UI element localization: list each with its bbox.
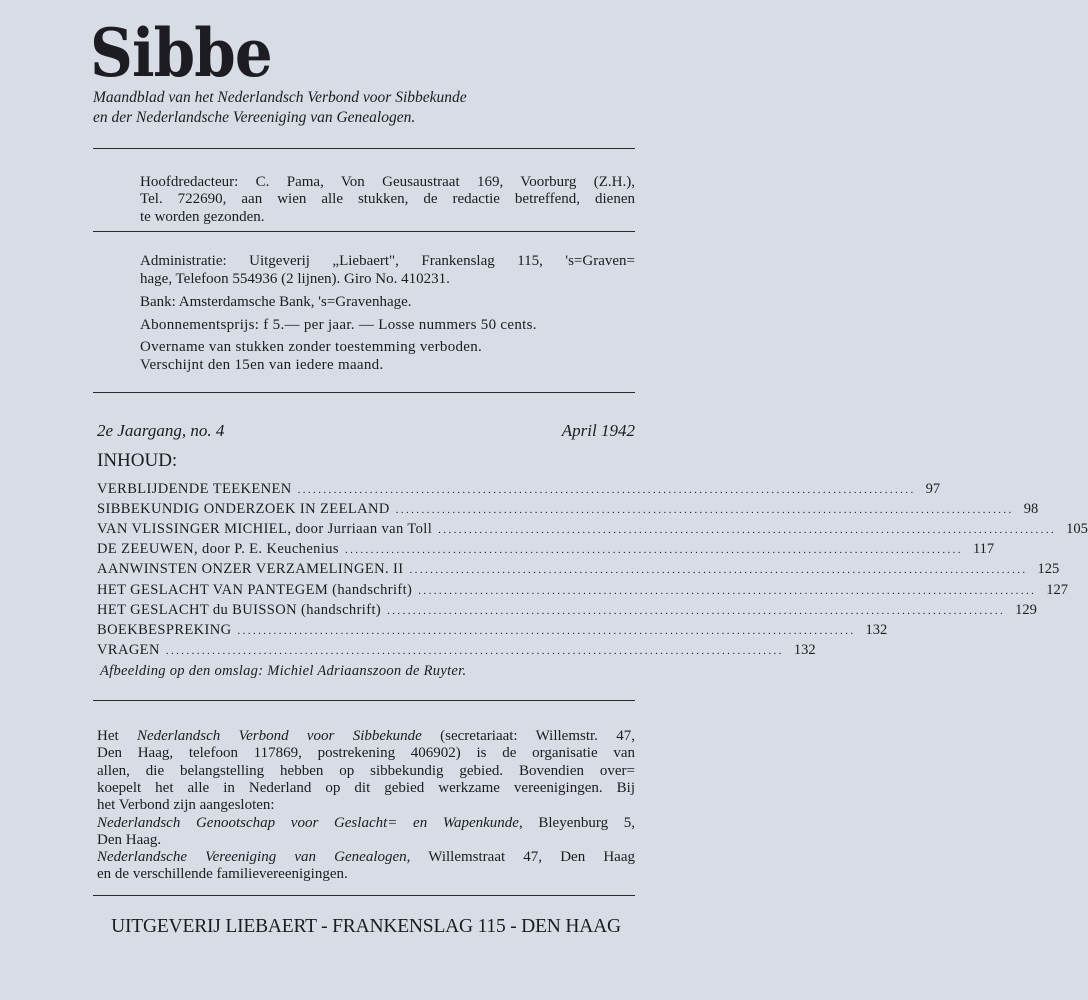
toc-entry xyxy=(97,601,1037,622)
about-line xyxy=(97,728,635,745)
about-line xyxy=(97,745,635,762)
about-text: , Bleyenburg 5, xyxy=(518,814,635,831)
about-organisation-name: Nederlandsch Verbond voor Sibbekunde xyxy=(136,728,422,744)
about-line xyxy=(97,797,635,814)
about-line xyxy=(97,866,635,883)
bank-line: Bank: Amsterdamsche Bank, 's=Gravenhage. xyxy=(140,294,412,310)
toc-entry xyxy=(97,581,1069,602)
about-text: (secretariaat: Willemstr. 47, xyxy=(421,728,635,744)
toc-entry xyxy=(97,501,1039,521)
masthead-title: Sibbe xyxy=(90,14,272,92)
issue-date: April 1942 xyxy=(561,421,635,440)
about-text: Den Haag, telefoon 117869, postrekening 406902) is de organisatie van xyxy=(97,745,635,762)
toc-leader: ........................................................................................................................ xyxy=(344,544,963,557)
toc-page: 125 xyxy=(1037,561,1060,578)
toc-leader: ........................................................................................................................ xyxy=(297,484,916,496)
toc-page: 117 xyxy=(972,541,995,558)
toc-page: 97 xyxy=(925,481,941,497)
toc-title: SIBBEKUNDIG ONDERZOEK IN ZEELAND xyxy=(97,501,390,518)
toc-entry xyxy=(97,621,888,642)
about-text: allen, die belangstelling hebben op sibbekundig gebied. Bovendien over= xyxy=(97,762,635,779)
toc-leader: ........................................................................................................................ xyxy=(409,564,1028,577)
toc-entry xyxy=(97,481,941,501)
divider xyxy=(93,392,635,393)
toc-title: VERBLIJDENDE TEEKENEN xyxy=(97,481,292,497)
toc-page: 127 xyxy=(1046,581,1069,598)
masthead-subtitle: Maandblad van het Nederlandsch Verbond voor Sibbekunde xyxy=(93,89,467,106)
toc-title: BOEKBESPREKING xyxy=(97,621,232,638)
toc-leader: ........................................................................................................................ xyxy=(237,624,856,637)
about-organisation-name: Nederlandsch Genootschap voor Geslacht= en Wapenkunde xyxy=(97,814,519,831)
publisher-footer: UITGEVERIJ LIEBAERT - FRANKENSLAG 115 - DEN HAAG xyxy=(111,916,621,937)
editor-line: te worden gezonden. xyxy=(140,209,265,225)
about-line xyxy=(97,832,635,849)
toc-leader: ........................................................................................................................ xyxy=(395,504,1014,517)
toc-page: 105 xyxy=(1066,521,1088,538)
cover-caption: Afbeelding op den omslag: Michiel Adriaanszoon de Ruyter. xyxy=(100,663,467,679)
about-text: het Verbond zijn aangesloten: xyxy=(97,797,275,814)
divider xyxy=(93,148,635,149)
editor-line: Tel. 722690, aan wien alle stukken, de redactie betreffend, dienen xyxy=(140,191,635,207)
toc-title: HET GESLACHT du BUISSON (handschrift) xyxy=(97,601,382,618)
divider xyxy=(93,700,635,701)
toc-entry xyxy=(97,541,995,561)
toc-title: AANWINSTEN ONZER VERZAMELINGEN. II xyxy=(97,561,404,578)
toc-entry xyxy=(97,641,816,662)
toc-page: 132 xyxy=(865,621,888,638)
about-text: en de verschillende familievereenigingen. xyxy=(97,866,348,883)
toc-page: 129 xyxy=(1015,601,1037,618)
editor-line: Hoofdredacteur: C. Pama, Von Geusaustraat 169, Voorburg (Z.H.), xyxy=(140,174,635,190)
issue-line xyxy=(97,421,635,441)
toc-title: DE ZEEUWEN, door P. E. Keuchenius xyxy=(97,541,339,558)
toc-leader: ........................................................................................................................ xyxy=(418,584,1037,597)
about-organisation-name: Nederlandsche Vereeniging van Genealogen xyxy=(97,849,407,866)
about-text: Den Haag. xyxy=(97,831,162,848)
toc-entry xyxy=(97,521,1088,541)
toc-title: VAN VLISSINGER MICHIEL, door Jurriaan van Toll xyxy=(97,521,433,538)
admin-line: Administratie: Uitgeverij „Liebaert", Frankenslag 115, 's=Graven= xyxy=(140,253,635,269)
divider xyxy=(93,231,635,232)
notice-line: Overname van stukken zonder toestemming verboden. xyxy=(140,339,483,355)
contents-heading: INHOUD: xyxy=(97,450,178,471)
divider xyxy=(93,895,635,896)
toc-title: VRAGEN xyxy=(97,641,160,658)
admin-line: hage, Telefoon 554936 (2 lijnen). Giro No. 410231. xyxy=(140,271,450,287)
about-text: koepelt het alle in Nederland op dit gebied werkzame vereenigingen. Bij xyxy=(97,779,635,796)
notice-line: Verschijnt den 15en van iedere maand. xyxy=(140,357,384,373)
subscription-line: Abonnementsprijs: f 5.— per jaar. — Losse nummers 50 cents. xyxy=(140,317,537,333)
toc-leader: ........................................................................................................................ xyxy=(387,604,1006,617)
toc-title: HET GESLACHT VAN PANTEGEM (handschrift) xyxy=(97,581,413,598)
about-line xyxy=(97,815,635,832)
masthead-subtitle: en der Nederlandsche Vereeniging van Genealogen. xyxy=(93,109,416,126)
toc-entry xyxy=(97,561,1060,581)
toc-page: 98 xyxy=(1023,501,1039,518)
issue-volume: 2e Jaargang, no. 4 xyxy=(97,421,225,440)
toc-leader: ........................................................................................................................ xyxy=(165,644,784,657)
about-text: , Willemstraat 47, Den Haag xyxy=(406,849,635,866)
toc-page: 132 xyxy=(793,641,816,658)
about-text: Het xyxy=(97,728,137,744)
toc-leader: ........................................................................................................................ xyxy=(438,524,1057,537)
about-line xyxy=(97,849,635,866)
about-line xyxy=(97,780,635,797)
about-line xyxy=(97,763,635,780)
